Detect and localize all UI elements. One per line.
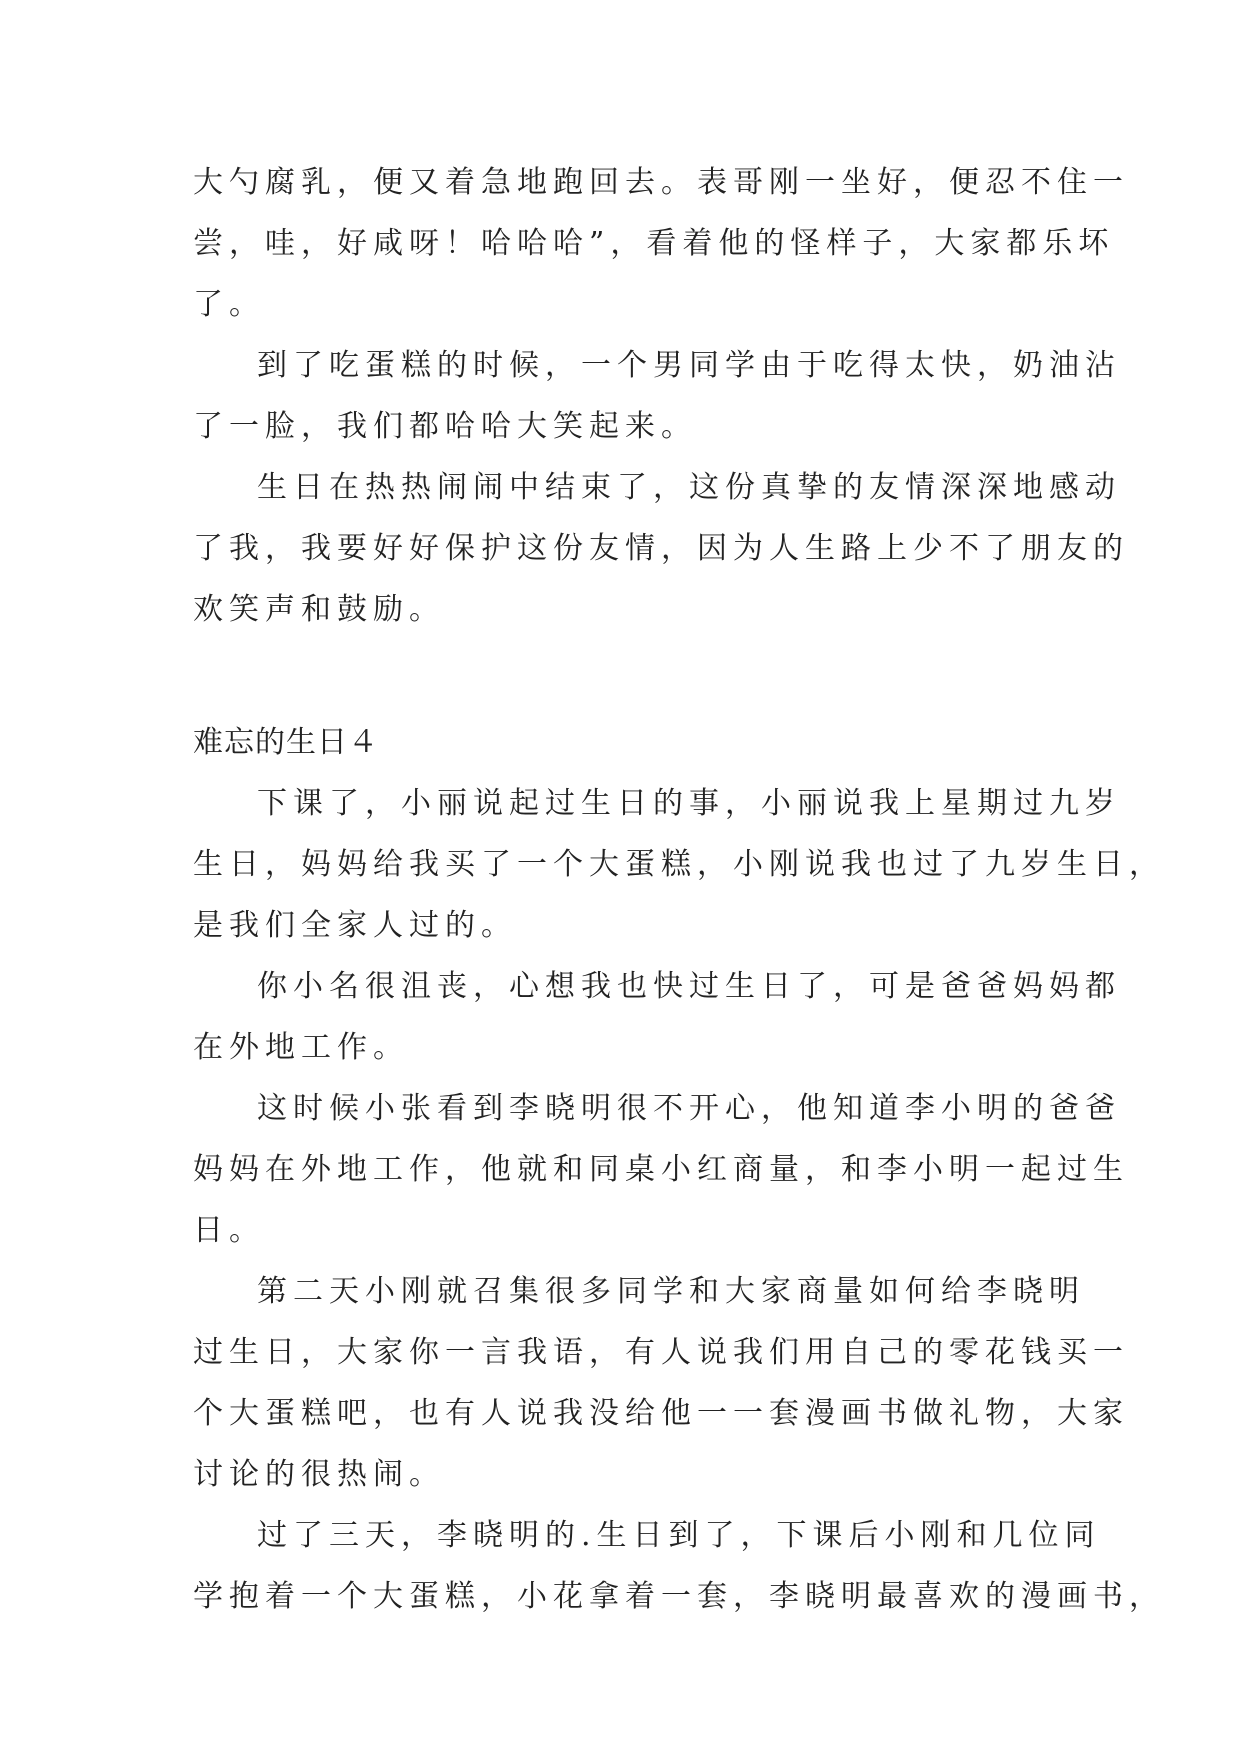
paragraph-line: 是我们全家人过的。 (193, 908, 517, 943)
paragraph (193, 335, 1121, 457)
paragraph-line: 妈妈在外地工作，他就和同桌小红商量，和李小明一起过生 (193, 1152, 1129, 1187)
paragraph-line: 学抱着一个大蛋糕，小花拿着一套，李晓明最喜欢的漫画书， (193, 1579, 1165, 1614)
paragraph (193, 773, 1165, 956)
paragraph (193, 152, 1129, 335)
paragraph-line: 下课了，小丽说起过生日的事，小丽说我上星期过九岁 (257, 786, 1121, 821)
section-heading: 难忘的生日４ (193, 725, 379, 760)
paragraph-line: 生日在热热闹闹中结束了，这份真挚的友情深深地感动 (257, 470, 1121, 505)
paragraph-line: 第二天小刚就召集很多同学和大家商量如何给李晓明 (257, 1274, 1085, 1309)
paragraph-line: 欢笑声和鼓励。 (193, 592, 445, 627)
paragraph (193, 956, 1121, 1078)
paragraph (193, 1078, 1129, 1261)
paragraph-line: 了我，我要好好保护这份友情，因为人生路上少不了朋友的 (193, 531, 1129, 566)
paragraph-line: 过了三天，李晓明的.生日到了，下课后小刚和几位同 (257, 1518, 1101, 1553)
paragraph-line: 尝，哇，好咸呀！哈哈哈”，看着他的怪样子，大家都乐坏 (193, 226, 1115, 261)
section-gap (193, 640, 1053, 712)
paragraph-line: 大勺腐乳，便又着急地跑回去。表哥刚一坐好，便忍不住一 (193, 165, 1129, 200)
paragraph-line: 了。 (193, 287, 265, 322)
paragraph-line: 日。 (193, 1213, 265, 1248)
paragraph (193, 1505, 1165, 1627)
paragraph-line: 个大蛋糕吧，也有人说我没给他一一套漫画书做礼物，大家 (193, 1396, 1129, 1431)
paragraph-line: 这时候小张看到李晓明很不开心，他知道李小明的爸爸 (257, 1091, 1121, 1126)
paragraph-line: 生日，妈妈给我买了一个大蛋糕，小刚说我也过了九岁生日， (193, 847, 1165, 882)
paragraph-line: 了一脸，我们都哈哈大笑起来。 (193, 409, 697, 444)
paragraph (193, 457, 1129, 640)
paragraph-line: 到了吃蛋糕的时候，一个男同学由于吃得太快，奶油沾 (257, 348, 1121, 383)
paragraph-line: 过生日，大家你一言我语，有人说我们用自己的零花钱买一 (193, 1335, 1129, 1370)
paragraph (193, 1261, 1129, 1505)
paragraph-line: 你小名很沮丧，心想我也快过生日了，可是爸爸妈妈都 (257, 969, 1121, 1004)
paragraph-line: 讨论的很热闹。 (193, 1457, 445, 1492)
document-body (193, 152, 1165, 1627)
paragraph-line: 在外地工作。 (193, 1030, 409, 1065)
